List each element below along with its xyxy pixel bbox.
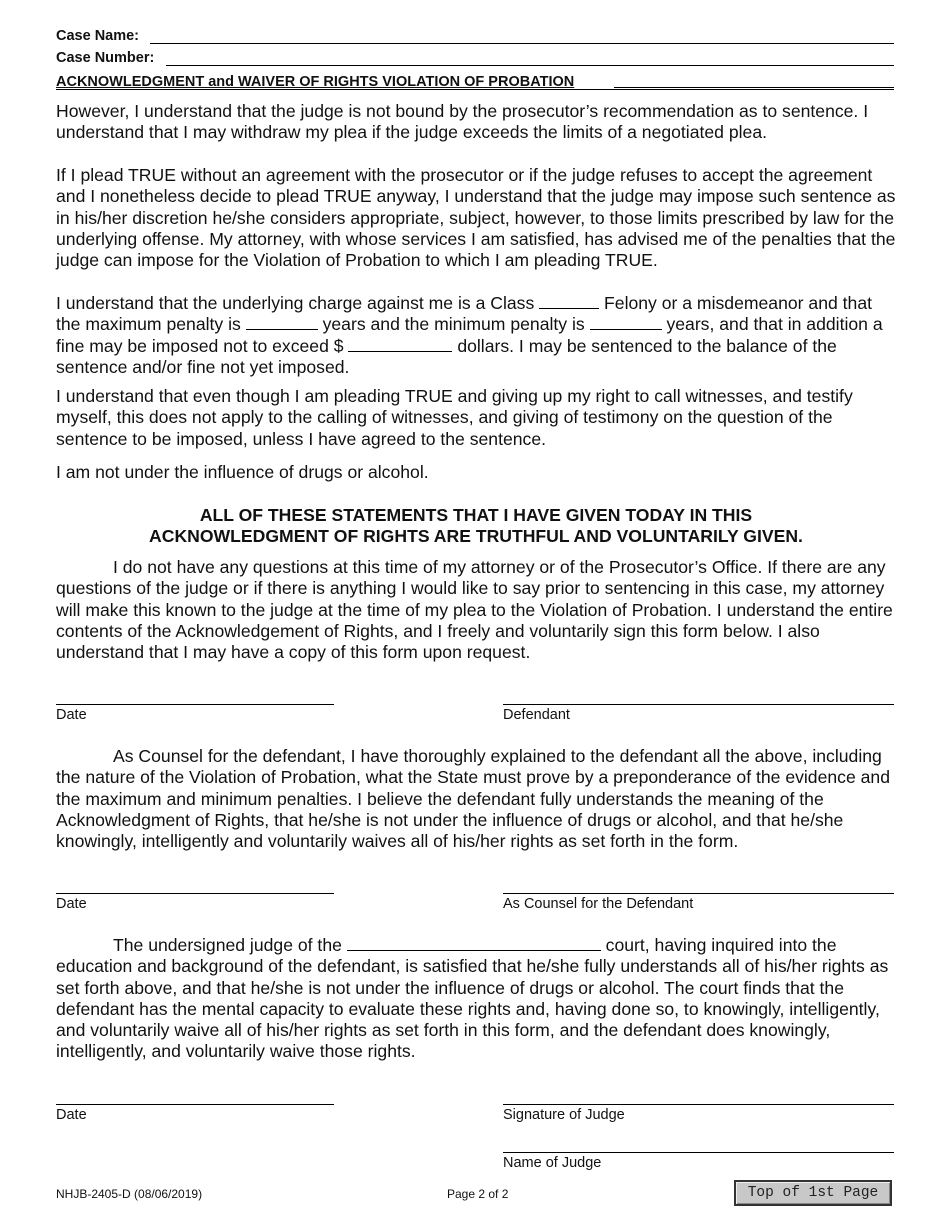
text-counsel: As Counsel for the defendant, I have thoroughly explained to the defendant all the above, including the nature of the Violation of Probation, what the State must prove by a preponderance of the evidence and the maximum and minimum penalties. I believe the defendant fully understands the meaning of the Acknowledgment of Rights, that he/she is not under the influence of drugs or alcohol, and that he/she knowingly, intelligently and voluntarily waives all of his/her rights as set forth in the form. xyxy=(56,746,890,852)
form-id: NHJB-2405-D (08/06/2019) xyxy=(56,1187,203,1201)
case-number-label: Case Number: xyxy=(56,50,155,66)
maximum-years-blank[interactable] xyxy=(246,314,318,330)
paragraph-plead-true: If I plead TRUE without an agreement with the prosecutor or if the judge refuses to accept the agreement and I nonetheless decide to plead TRUE anyway, I understand that the judge may impose such sentence as in his/her discretion he/she considers appropriate, subject, however, to those limits prescribed by law for the underlying offense. My attorney, with whose services I am satisfied, has advised me of the penalties that the judge can impose for the Violation of Probation to which I am pleading TRUE. xyxy=(56,165,896,271)
paragraph-witnesses: I understand that even though I am pleading TRUE and giving up my right to call witnesses, and testify myself, this does not apply to the calling of witnesses, and giving of testimony on the question of the sentence to be imposed, unless I have agreed to the sentence. xyxy=(56,386,853,449)
judge-signature-label: Signature of Judge xyxy=(503,1107,625,1123)
title-rule xyxy=(614,87,894,88)
defendant-signature-line[interactable] xyxy=(503,704,894,705)
text-fine: years, and that in addition a fine may be imposed not to exceed $ xyxy=(56,314,883,356)
top-of-first-page-button[interactable]: Top of 1st Page xyxy=(734,1180,892,1206)
text-no-questions: I do not have any questions at this time of my attorney or of the Prosecutor’s Office. If there are any questions of the judge or if there is anything I would like to say prior to sentencing in this case, my attorney will make this known to the judge at the time of my plea to the Violation of Probation. I understand the entire contents of the Acknowledgement of Rights, and I freely and voluntarily sign this form below. I also understand that I may have a copy of this form upon request. xyxy=(56,557,893,663)
minimum-years-blank[interactable] xyxy=(590,314,662,330)
judge-name-label: Name of Judge xyxy=(503,1155,602,1171)
date-signature-line-1[interactable] xyxy=(56,704,334,705)
defendant-label: Defendant xyxy=(503,707,570,723)
text-minimum: years and the minimum penalty is xyxy=(322,314,585,335)
text-maximum: Felony or a misdemeanor and that the maximum penalty is xyxy=(56,293,872,335)
court-name-blank[interactable] xyxy=(347,935,601,951)
date-label-2: Date xyxy=(56,896,87,912)
judge-name-line[interactable] xyxy=(503,1152,894,1153)
fine-amount-blank[interactable] xyxy=(348,336,452,352)
page-number: Page 2 of 2 xyxy=(447,1187,509,1201)
paragraph-counsel xyxy=(56,746,896,852)
paragraph-withdraw-plea: However, I understand that the judge is not bound by the prosecutor’s recommendation as to sentence. I understand that I may withdraw my plea if the judge exceeds the limits of a negotiated plea. xyxy=(56,101,869,143)
counsel-label: As Counsel for the Defendant xyxy=(503,896,694,912)
date-signature-line-2[interactable] xyxy=(56,893,334,894)
header-divider xyxy=(56,89,894,90)
case-number-field[interactable] xyxy=(166,65,894,66)
paragraph-sobriety: I am not under the influence of drugs or alcohol. xyxy=(56,462,429,482)
paragraph-judge xyxy=(56,935,896,1063)
paragraph-charge-penalty xyxy=(56,293,896,378)
text-dollars: dollars. I may be sentenced to the balance of the sentence and/or fine not yet imposed. xyxy=(56,335,837,377)
heading-line-1: ALL OF THESE STATEMENTS THAT I HAVE GIVEN TODAY IN THIS xyxy=(199,505,753,525)
date-signature-line-3[interactable] xyxy=(56,1104,334,1105)
case-name-field[interactable] xyxy=(150,43,894,44)
class-blank[interactable] xyxy=(539,293,599,309)
form-title: ACKNOWLEDGMENT and WAIVER OF RIGHTS VIOLATION OF PROBATION xyxy=(56,74,575,90)
case-name-label: Case Name: xyxy=(56,28,140,44)
text-class: I understand that the underlying charge against me is a Class xyxy=(56,293,535,313)
statement-heading xyxy=(56,505,896,548)
date-label-1: Date xyxy=(56,707,87,723)
heading-line-2: ACKNOWLEDGMENT OF RIGHTS ARE TRUTHFUL AND VOLUNTARILY GIVEN. xyxy=(149,526,803,547)
text-judge-findings: court, having inquired into the education and background of the defendant, is satisfied that he/she fully understands all of his/her rights as set forth above, and that he/she is not under the influence of drugs or alcohol. The court finds that the defendant has the mental capacity to evaluate these rights and, having done so, to knowingly, intelligently, and voluntarily waive all of his/her rights as set forth in this form, and the defendant does knowingly, intelligently, and voluntarily waive those rights. xyxy=(56,935,889,1062)
paragraph-no-questions xyxy=(56,557,896,663)
text-judge-of: The undersigned judge of the xyxy=(113,935,342,955)
counsel-signature-line[interactable] xyxy=(503,893,894,894)
judge-signature-line[interactable] xyxy=(503,1104,894,1105)
date-label-3: Date xyxy=(56,1107,87,1123)
